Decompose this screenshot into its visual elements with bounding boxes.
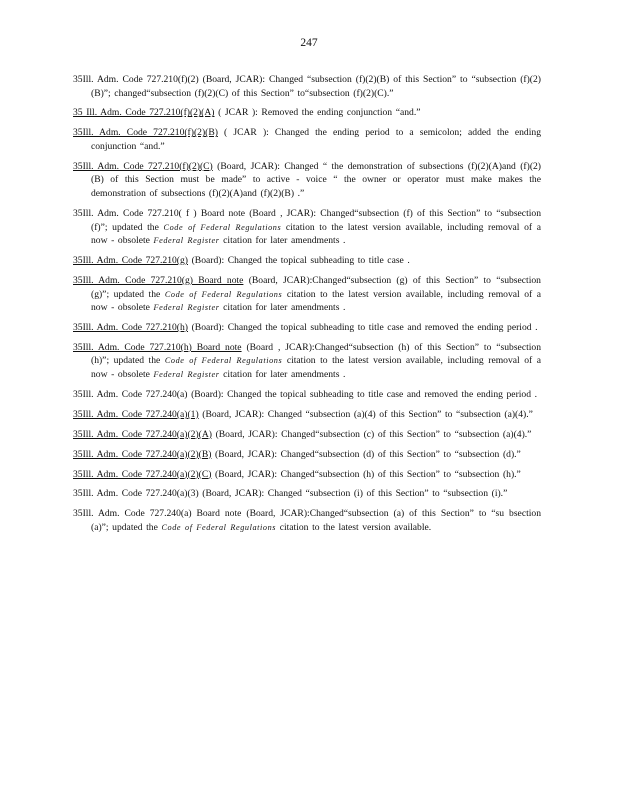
amendment-text: citation for later amendments . xyxy=(223,302,346,314)
amendment-text: (Board , JCAR): Changed“subsection (f) of this Section” to “subsection (f)”; updated the xyxy=(91,207,541,233)
code-reference: 35Ill. Adm. Code 727.210(f)(2)(C) xyxy=(73,160,213,172)
amendment-entry xyxy=(73,207,541,248)
amendment-text: citation to the latest version available. xyxy=(279,521,432,533)
amendment-list xyxy=(73,73,541,541)
amendment-text: citation to the latest version available, including removal of a now - obsolete xyxy=(91,221,541,247)
amendment-text: ( JCAR ): Changed the ending period to a semicolon; added the ending conjunction “and.” xyxy=(91,127,541,152)
amendment-entry xyxy=(73,341,541,382)
amendment-entry xyxy=(73,254,541,268)
amendment-text: (Board, JCAR): Changed“subsection (h) of this Section” to “subsection (h).” xyxy=(215,468,521,480)
amendment-text: citation to the latest version available, including removal of a now - obsolete xyxy=(91,288,542,314)
amendment-text: (Board, JCAR): Changed “subsection (i) of this Section” to “subsection (i).” xyxy=(202,488,508,500)
code-reference: 35Ill. Adm. Code 727.240(a)(2)(B) xyxy=(73,448,212,460)
amendment-text: (Board): Changed the topical subheading to title case . xyxy=(191,255,410,267)
amendment-entry xyxy=(73,487,541,501)
amendment-entry xyxy=(73,408,541,422)
code-reference: 35Ill. Adm. Code 727.210(g) xyxy=(73,255,188,267)
code-reference: 35Ill. Adm. Code 727.210( f ) Board note xyxy=(73,207,245,219)
page-number: 247 xyxy=(300,37,318,49)
amendment-entry xyxy=(73,160,541,201)
amendment-text: (Board): Changed the topical subheading to title case and removed the ending period . xyxy=(191,321,538,333)
cfr-citation: Code of Federal Regulations xyxy=(164,356,283,366)
amendment-text: citation for later amendments . xyxy=(223,369,346,381)
amendment-text: (Board, JCAR): Changed “subsection (a)(4) of this Section” to “subsection (a)(4).” xyxy=(202,408,533,420)
federal-register-citation: Federal Register xyxy=(153,303,220,313)
amendment-entry xyxy=(73,468,541,482)
code-reference: 35Ill. Adm. Code 727.240(a)(2)(A) xyxy=(73,428,212,440)
code-reference: 35Ill. Adm. Code 727.210(g) Board note xyxy=(73,274,244,286)
code-reference: 35Ill. Adm. Code 727.210(h) Board note xyxy=(73,341,242,353)
amendment-text: (Board, JCAR):Changed“subsection (a) of this Section” to “su bsection (a)”; updated the xyxy=(91,508,541,533)
amendment-entry xyxy=(73,106,541,120)
amendment-text: (Board, JCAR): Changed“subsection (d) of this Section” to “subsection (d).” xyxy=(215,448,521,460)
code-reference: 35Ill. Adm. Code 727.210(f)(2)(B) xyxy=(73,127,218,139)
code-reference: 35Ill. Adm. Code 727.240(a) xyxy=(73,388,188,400)
federal-register-citation: Federal Register xyxy=(153,236,220,246)
code-reference: 35Ill. Adm. Code 727.240(a)(1) xyxy=(73,408,199,420)
amendment-text: (Board, JCAR):Changed“subsection (g) of this Section” to “subsection (g)”; updated the xyxy=(91,274,541,300)
amendment-entry xyxy=(73,428,541,442)
amendment-entry xyxy=(73,274,541,315)
amendment-entry xyxy=(73,388,541,402)
code-reference: 35Ill. Adm. Code 727.240(a) Board note xyxy=(73,508,242,520)
amendment-text: (Board, JCAR): Changed “ the demonstration of subsections (f)(2)(A)and (f)(2)(B) of this Section must be made” to active - voice “ the owner or operator must make makes the demonstration of subsections (f)(2)(A)and (f)(2)(B) .” xyxy=(91,160,542,200)
cfr-citation: Code of Federal Regulations xyxy=(163,222,282,232)
federal-register-citation: Federal Register xyxy=(153,370,220,380)
amendment-entry xyxy=(73,507,541,534)
cfr-citation: Code of Federal Regulations xyxy=(161,522,277,532)
code-reference: 35Ill. Adm. Code 727.210(h) xyxy=(73,321,188,333)
code-reference: 35 Ill. Adm. Code 727.210(f)(2)(A) xyxy=(73,107,215,119)
code-reference: 35Ill. Adm. Code 727.210(f)(2) xyxy=(73,74,199,85)
amendment-entry xyxy=(73,448,541,462)
amendment-text: citation to the latest version available, including removal of a now - obsolete xyxy=(91,355,542,381)
amendment-text: (Board): Changed the topical subheading to title case and removed the ending period . xyxy=(191,388,538,400)
amendment-text: (Board , JCAR):Changed“subsection (h) of this Section” to “subsection (h)”; updated the xyxy=(91,341,541,367)
amendment-entry xyxy=(73,73,541,100)
amendment-text: citation for later amendments . xyxy=(223,235,346,247)
amendment-text: (Board, JCAR): Changed“subsection (c) of this Section” to “subsection (a)(4).” xyxy=(215,428,532,440)
code-reference: 35Ill. Adm. Code 727.240(a)(3) xyxy=(73,488,199,500)
amendment-text: ( JCAR ): Removed the ending conjunction “and.” xyxy=(218,107,421,119)
amendment-entry xyxy=(73,126,541,153)
code-reference: 35Ill. Adm. Code 727.240(a)(2)(C) xyxy=(73,468,212,480)
cfr-citation: Code of Federal Regulations xyxy=(164,289,283,299)
amendment-entry xyxy=(73,321,541,335)
amendment-text: (Board, JCAR): Changed “subsection (f)(2)(B) of this Section” to “subsection (f)(2)(B)”; changed“subsection (f)(2)(C) of this Section” to“subsection (f)(2)(C).” xyxy=(91,74,541,99)
